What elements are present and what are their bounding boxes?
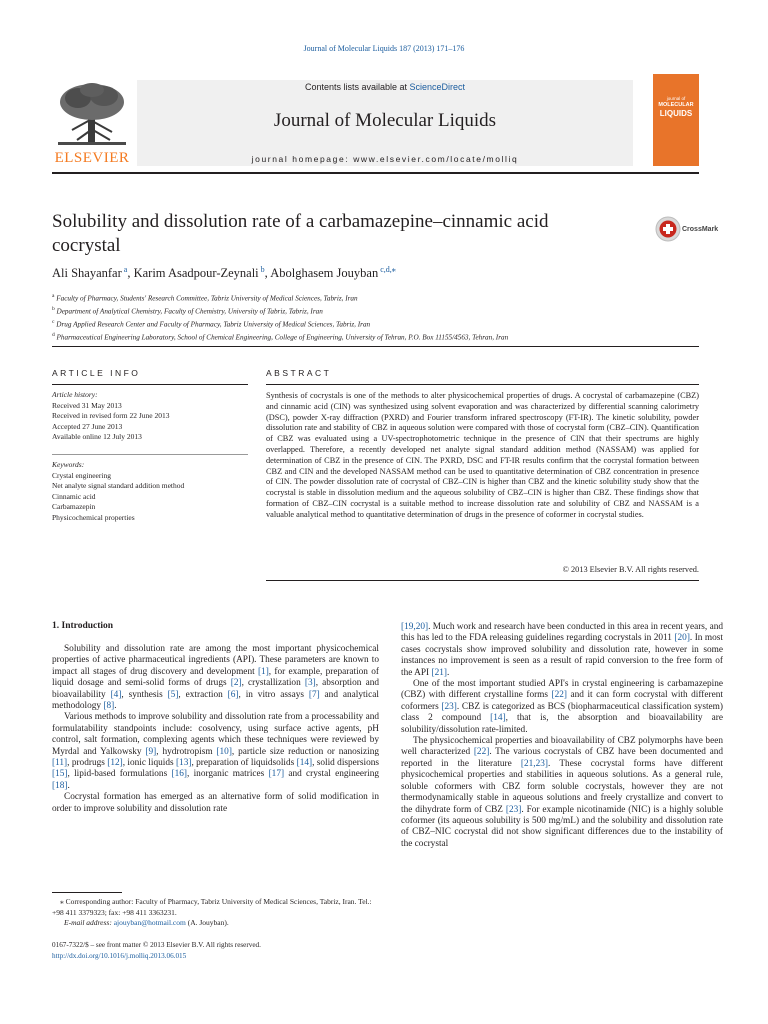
reference-link[interactable]: [4]: [110, 689, 122, 700]
journal-homepage[interactable]: journal homepage: www.elsevier.com/locate/molliq: [251, 154, 519, 164]
affiliation-line: [52, 304, 692, 317]
article-history: [52, 390, 248, 443]
reference-link[interactable]: [19,20]: [401, 622, 429, 632]
email-suffix: (A. Jouyban).: [185, 918, 229, 927]
abstract-copyright: © 2013 Elsevier B.V. All rights reserved.: [562, 565, 699, 574]
reference-link[interactable]: [16]: [171, 769, 187, 780]
contents-prefix: Contents lists available at: [304, 82, 410, 92]
keyword-item: Net analyte signal standard addition method: [52, 481, 185, 490]
history-accepted: Accepted 27 June 2013: [52, 421, 123, 431]
author-list: Ali Shayanfar $^a$, Karim Asadpour-Zeynali $^b$, Abolghasem Jouyban $^{c,d,⁎}$: [52, 265, 396, 281]
affiliation-marker: a: [52, 293, 55, 299]
reference-link[interactable]: [10]: [216, 746, 232, 757]
corresponding-author-text: ⁎ Corresponding author: Faculty of Pharmacy, Tabriz University of Medical Sciences, Tabriz, Iran. Tel.: +98 411 3379323; fax: +98 411 3363231.: [52, 897, 372, 917]
journal-citation-link[interactable]: Journal of Molecular Liquids 187 (2013) 171–176: [303, 44, 465, 53]
affiliation-text: Drug Applied Research Center and Faculty of Pharmacy, Tabriz University of Medical Sciences, Tabriz, Iran: [54, 320, 371, 329]
keywords-heading: Keywords:: [52, 460, 85, 469]
reference-link[interactable]: [6]: [227, 689, 239, 700]
body-column-left: [52, 644, 379, 815]
issn-block: [52, 940, 379, 962]
keyword-item: Cinnamic acid: [52, 491, 96, 501]
keyword-item: Physicochemical properties: [52, 512, 135, 522]
history-heading: Article history:: [52, 390, 98, 399]
reference-link[interactable]: [22]: [473, 747, 490, 758]
reference-link[interactable]: [20]: [674, 633, 690, 644]
paragraph: One of the most important studied API's in crystal engineering is carbamazepine (CBZ) with different crystalline forms [22] and it can form cocrystal with different coformers [23]. CBZ is categorized as BCS (biopharmaceutical classification system) class 2 compound [14], that is, the absorption and bioavailability are solubility/dissolution rate-limited.: [401, 679, 723, 735]
affiliation-line: [52, 317, 692, 330]
email-label: E-mail address:: [64, 918, 114, 927]
footnote-rule: [52, 892, 122, 893]
reference-link[interactable]: [2]: [230, 678, 242, 689]
reference-link[interactable]: [8]: [103, 701, 115, 712]
abstract-heading: ABSTRACT: [266, 368, 332, 378]
affiliation-line: [52, 330, 692, 343]
affiliation-marker: b: [52, 305, 55, 312]
paragraph: Solubility and dissolution rate are among the most important physicochemical properties of active pharmaceutical ingredients (API). These parameters are known to impact all stages of drug discovery and development [1], for example, preparation of liquid dosage and semi-solid forms of drugs [2], crystallization [3], absorption and bioavailability [4], synthesis [5], extraction [6], in vitro assays [7] and analytical methodology [8].: [52, 644, 379, 712]
reference-link[interactable]: [1]: [257, 666, 269, 677]
reference-link[interactable]: [14]: [490, 713, 506, 724]
reference-link[interactable]: [17]: [268, 769, 285, 780]
cover-title-line-2: LIQUIDS: [659, 109, 693, 118]
issn-line: 0167-7322/$ – see front matter © 2013 Elsevier B.V. All rights reserved.: [52, 941, 261, 949]
header-rule: [52, 346, 699, 347]
contents-available-line: [137, 82, 633, 92]
crossmark-label[interactable]: CrossMark: [682, 226, 719, 233]
keyword-item: Carbamazepin: [52, 502, 96, 511]
author-email-link[interactable]: ajouyban@hotmail.com: [113, 918, 186, 927]
affiliation-text: Department of Analytical Chemistry, Faculty of Chemistry, University of Tabriz, Tabriz, Iran: [54, 307, 323, 316]
history-received: Received 31 May 2013: [52, 400, 122, 410]
abstract-text: Synthesis of cocrystals is one of the methods to alter physicochemical properties of drugs. A cocrystal of carbamazepine (CBZ) and cinnamic acid (CIN) was synthesized using solvent evaporation and was characterized by differential scanning calorimetry (DSC), powder X-ray diffraction (PXRD) and Fourier transform infrared spectroscopy (FT-IR). The kinetic solubility, powder dissolution rate and stability of CBZ in aqueous solution were compared with those of cocrystal form (CBZ–CIN). Quantification of CBZ was evaluated using a UV-spectrophotometric technique in the presence of CIN that their spectrums are highly overlapped. Therefore, a recently developed net analyte signal standard addition method (NASSAM) was applied for determination of CBZ in the presence of CIN. The PXRD, DSC and FT-IR results confirm that the cocrystal formation between CBZ and CIN and the developed NASSAM method can be used to quantitative determination of CBZ concentration in presence of CIN. The powder dissolution rate of cocrystal of CBZ–CIN is higher than CBZ and the kinetic solubility study show that the cocrystal is stable in dissolution medium and the aqueous solubility of CBZ–CIN is higher than CBZ. These findings show that formation of CBZ–CIN cocrystal is a suitable method to increase dissolution rate and solubility of CBZ and NASSAM is a valuable analytical method to quantitative determination of drugs in the presence of coformer in cocrystal studies.: [266, 391, 699, 519]
journal-cover-image: [653, 74, 699, 166]
reference-link[interactable]: [11]: [52, 758, 68, 769]
journal-title: Journal of Molecular Liquids: [273, 110, 497, 131]
article-title: Solubility and dissolution rate of a carbamazepine–cinnamic acid cocrystal: [52, 211, 549, 256]
cover-small-text: journal of: [666, 96, 686, 101]
reference-link[interactable]: [5]: [167, 689, 179, 700]
keyword-item: Crystal engineering: [52, 470, 111, 480]
reference-link[interactable]: [13]: [175, 758, 192, 769]
affiliation-marker: c: [52, 318, 55, 325]
reference-link[interactable]: [9]: [145, 746, 157, 757]
paragraph: Cocrystal formation has emerged as an alternative form of solid modification in order to improve solubility and dissolution rate: [52, 792, 379, 814]
reference-link[interactable]: [21,23]: [520, 758, 549, 769]
author-affiliation-marker[interactable]: c,d,⁎: [378, 265, 396, 274]
reference-link[interactable]: [15]: [52, 769, 68, 780]
section-heading-introduction: 1. Introduction: [52, 621, 114, 631]
affiliation-line: [52, 291, 692, 304]
author-name: Abolghasem Jouyban: [270, 266, 379, 281]
reference-link[interactable]: [23]: [505, 804, 522, 815]
elsevier-wordmark: ELSEVIER: [54, 150, 130, 166]
abstract-bottom-rule: [266, 580, 699, 581]
email-line: [52, 918, 379, 929]
paragraph: [19,20]. Much work and research have been conducted in this area in recent years, and this has led to the FDA releasing guidelines regarding cocrystals in 2011 [20]. In most cases cocrystals show improved solubility and dissolution rate, however in some instances no improvement is seen as a result of rapid conversion to the free form of the API [21].: [401, 622, 723, 678]
article-info-heading: ARTICLE INFO: [52, 368, 141, 378]
keywords-list: [52, 460, 248, 523]
author-affiliation-marker[interactable]: a: [121, 265, 128, 274]
reference-link[interactable]: [23]: [441, 701, 457, 712]
reference-link[interactable]: [22]: [551, 690, 568, 701]
journal-cover-title: [653, 95, 699, 118]
reference-link[interactable]: [14]: [296, 758, 313, 769]
reference-link[interactable]: [7]: [308, 689, 320, 700]
doi-link[interactable]: http://dx.doi.org/10.1016/j.molliq.2013.06.015: [52, 952, 187, 960]
reference-link[interactable]: [18]: [52, 780, 68, 791]
history-revised: Received in revised form 22 June 2013: [52, 411, 170, 420]
masthead-rule: [52, 172, 699, 174]
history-online: Available online 12 July 2013: [52, 432, 142, 441]
author-name: Ali Shayanfar: [52, 266, 122, 281]
corresponding-author-footnote: [52, 897, 379, 929]
keywords-rule: [52, 454, 248, 455]
abstract-rule: [266, 384, 699, 385]
affiliation-text: Faculty of Pharmacy, Students' Research Committee, Tabriz University of Medical Sciences, Tabriz, Iran: [54, 294, 358, 303]
reference-link[interactable]: [3]: [304, 678, 316, 689]
crossmark-icon[interactable]: [655, 216, 681, 247]
sciencedirect-link[interactable]: ScienceDirect: [409, 82, 466, 92]
affiliation-marker: d: [52, 331, 55, 338]
body-column-right: [401, 622, 723, 850]
reference-link[interactable]: [21]: [431, 667, 447, 678]
paragraph: The physicochemical properties and bioavailability of CBZ polymorphs have been well characterized [22]. The various cocrystals of CBZ have been documented and reported in the literature [21,23]. These cocrystal forms have different physicochemical properties and stabilities in aqueous solutions. As a general rule, soluble coformers with CBZ form soluble cocrystals, however they are not thermodynamically stable in aqueous solutions and freely crystallize and convert to the dihydrate form of CBZ [23]. For example nicotinamide (NIC) is a highly soluble coformer (its aqueous solubility is 500 mg/mL) and the solubility and dissolution rate of CBZ–NIC cocrystal did not show significant differences due to the instability of the cocrystal: [401, 736, 723, 849]
author-name: Karim Asadpour-Zeynali: [133, 266, 259, 281]
author-affiliation-marker[interactable]: b: [258, 265, 265, 274]
reference-link[interactable]: [12]: [107, 758, 123, 769]
affiliations: [52, 291, 692, 343]
affiliation-text: Pharmaceutical Engineering Laboratory, School of Chemical Engineering, College of Engineering, University of Tehran, P.O. Box 11155/4563, Tehran, Iran: [54, 333, 509, 342]
cover-title-line-1: MOLECULAR: [658, 102, 694, 108]
article-info-rule: [52, 384, 248, 385]
paragraph: Various methods to improve solubility and dissolution rate from a processability and formulatability standpoints include: cosolvency, using surface active agents, pH control, salt formation, complexing agents which these techniques were reviewed by Myrdal and Yalkowsky [9], hydrotropism [10], particle size reduction or nanosizing [11], prodrugs [12], ionic liquids [13], preparation of liquidsolids [14], solid dispersions [15], lipid-based formulations [16], inorganic matrices [17] and crystal engineering [18].: [52, 712, 380, 791]
